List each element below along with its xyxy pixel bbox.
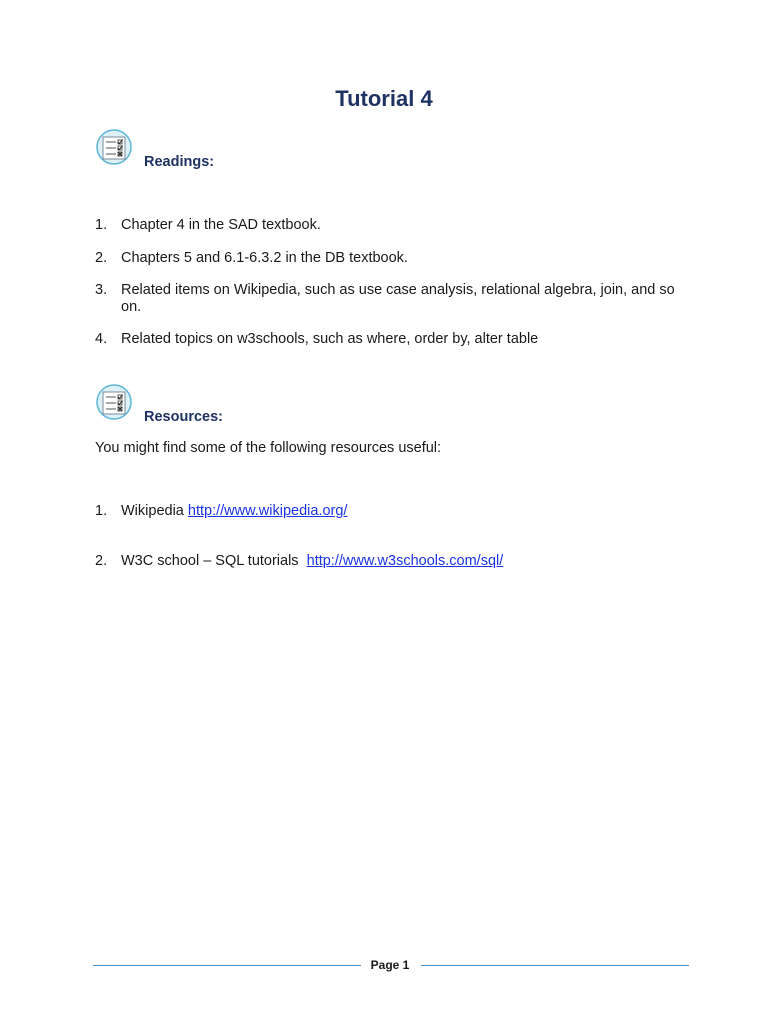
- resources-heading: Resources:: [144, 409, 223, 425]
- wikipedia-link[interactable]: http://www.wikipedia.org/: [187, 503, 348, 519]
- checklist-icon: [95, 383, 133, 421]
- readings-list: [95, 217, 695, 348]
- resources-list: [95, 503, 695, 569]
- footer-rule-right: [421, 965, 689, 966]
- page-title: Tutorial 4: [335, 86, 433, 111]
- checklist-icon: [95, 128, 133, 166]
- w3schools-link[interactable]: http://www.w3schools.com/sql/: [306, 552, 504, 569]
- list-item: 1. Wikipedia http://www.wikipedia.org/: [95, 503, 348, 519]
- resources-intro: You might find some of the following resources useful:: [95, 440, 442, 456]
- list-item: 2. Chapters 5 and 6.1-6.3.2 in the DB textbook.: [95, 249, 408, 266]
- list-item: 2. W3C school – SQL tutorials http://www.w3schools.com/sql/: [95, 552, 504, 569]
- page-number: Page 1: [370, 958, 410, 972]
- footer-rule-left: [93, 965, 361, 966]
- list-item: 3. Related items on Wikipedia, such as use case analysis, relational algebra, join, and so on.: [95, 282, 675, 315]
- list-item: 1. Chapter 4 in the SAD textbook.: [95, 217, 321, 233]
- readings-heading: Readings:: [144, 154, 215, 170]
- list-item: 4. Related topics on w3schools, such as where, order by, alter table: [95, 331, 539, 347]
